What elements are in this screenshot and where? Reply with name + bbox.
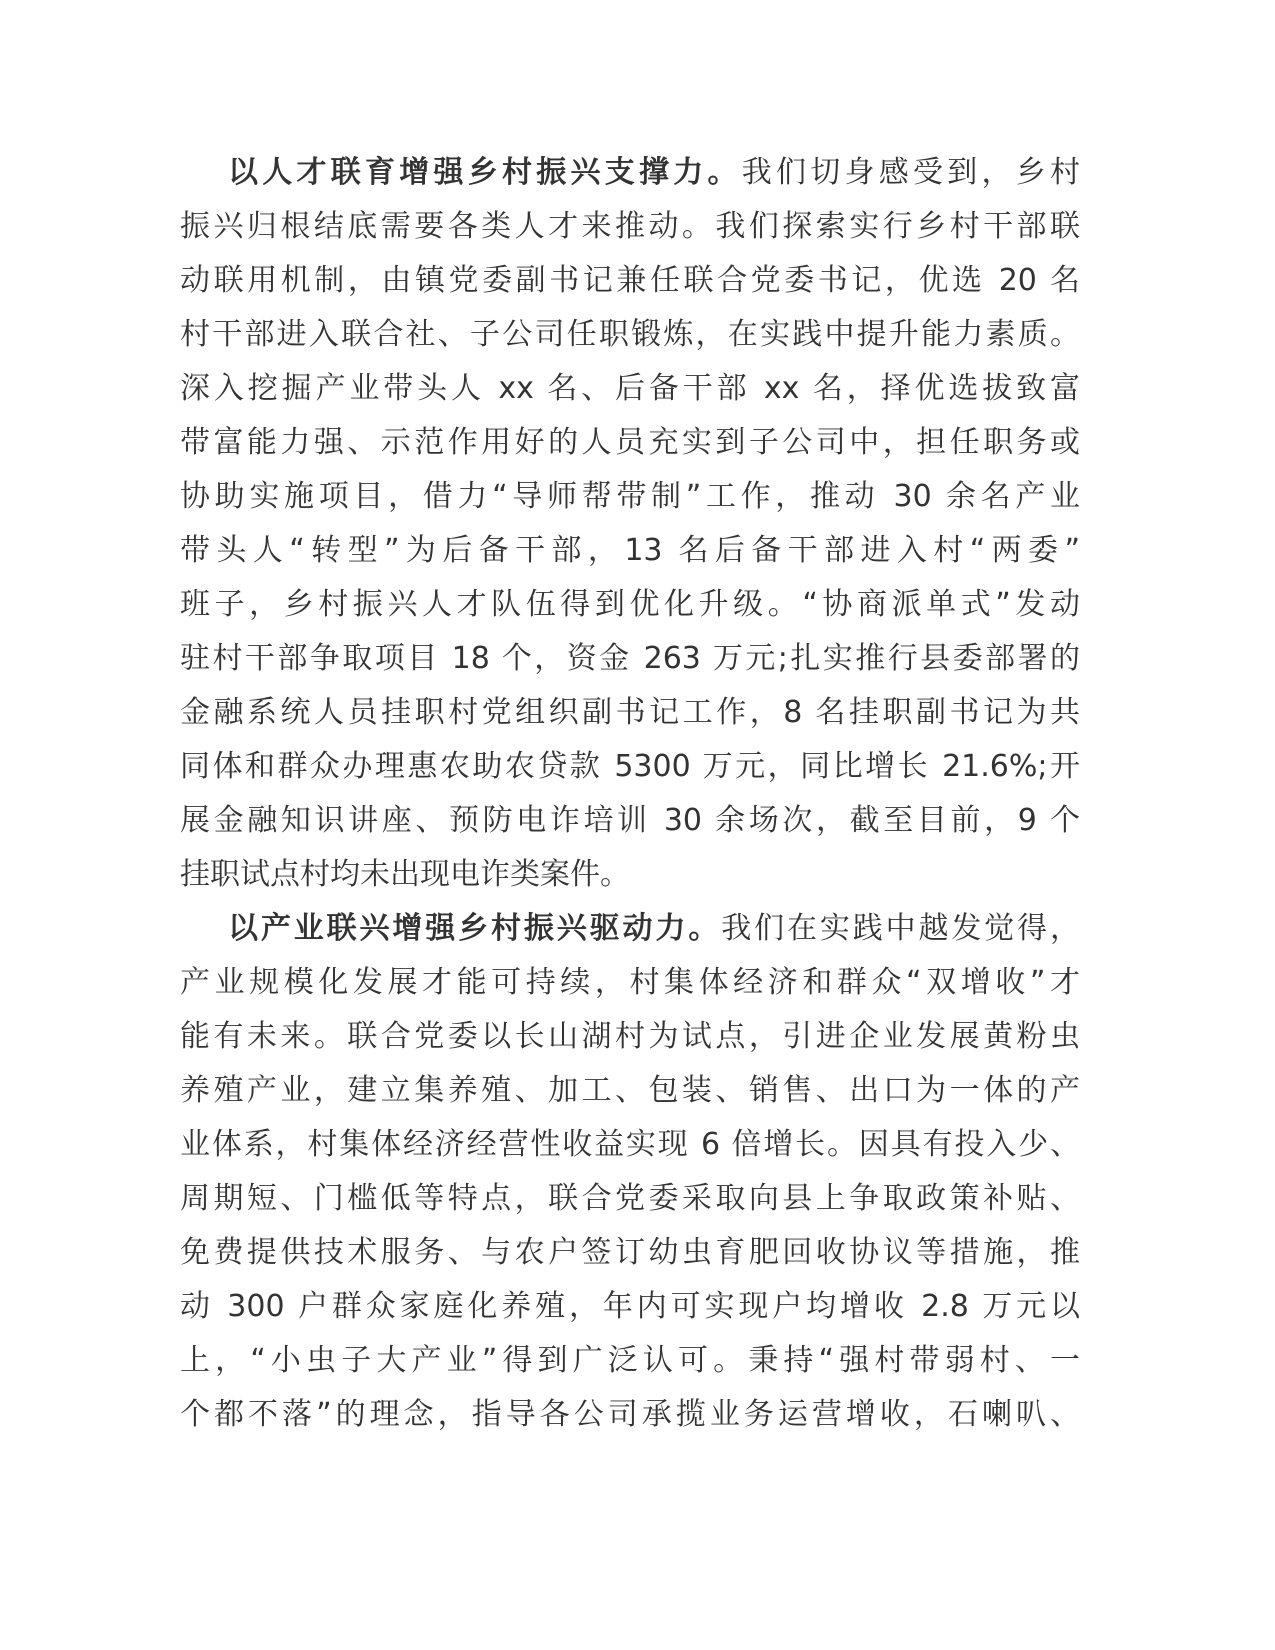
paragraph-1-lead: 以人才联育增强乡村振兴支撑力。	[228, 155, 742, 190]
paragraph-2-line: 产业规模化发展才能可持续，村集体经济和群众“双增收”才	[180, 965, 1080, 1000]
paragraph-1-line: 深入挖掘产业带头人 xx 名、后备干部 xx 名，择优选拔致富	[180, 371, 1080, 406]
paragraph-2-line: 养殖产业，建立集养殖、加工、包装、销售、出口为一体的产	[180, 1073, 1080, 1108]
paragraph-1-line-1	[180, 146, 1080, 200]
paragraph-1-line: 振兴归根结底需要各类人才来推动。我们探索实行乡村干部联	[180, 209, 1080, 244]
paragraph-1-line: 村干部进入联合社、子公司任职锻炼，在实践中提升能力素质。	[180, 317, 1080, 352]
paragraph-1-line: 金融系统人员挂职村党组织副书记工作，8 名挂职副书记为共	[180, 695, 1080, 730]
paragraph-2-line-1-text: 我们在实践中越发觉得，	[721, 911, 1081, 946]
paragraph-2-line: 动 300 户群众家庭化养殖，年内可实现户均增收 2.8 万元以	[180, 1289, 1080, 1324]
paragraph-2-line: 周期短、门槛低等特点，联合党委采取向县上争取政策补贴、	[180, 1181, 1080, 1216]
paragraph-1-line: 带富能力强、示范作用好的人员充实到子公司中，担任职务或	[180, 425, 1080, 460]
paragraph-1-line: 展金融知识讲座、预防电诈培训 30 余场次，截至目前，9 个	[180, 803, 1080, 838]
paragraph-1-line: 带头人“转型”为后备干部，13 名后备干部进入村“两委”	[180, 533, 1080, 568]
paragraph-1-line: 驻村干部争取项目 18 个，资金 263 万元;扎实推行县委部署的	[180, 641, 1080, 676]
paragraph-1-line: 挂职试点村均未出现电诈类案件。	[180, 857, 630, 892]
paragraph-2-line: 免费提供技术服务、与农户签订幼虫育肥回收协议等措施，推	[180, 1235, 1080, 1270]
paragraph-2-line: 上，“小虫子大产业”得到广泛认可。秉持“强村带弱村、一	[180, 1343, 1080, 1378]
paragraph-1-line: 班子，乡村振兴人才队伍得到优化升级。“协商派单式”发动	[180, 587, 1080, 622]
paragraph-1-line: 协助实施项目，借力“导师帮带制”工作，推动 30 余名产业	[180, 479, 1080, 514]
paragraph-2-lead: 以产业联兴增强乡村振兴驱动力。	[228, 911, 722, 946]
paragraph-1-line: 动联用机制，由镇党委副书记兼任联合党委书记，优选 20 名	[180, 263, 1080, 298]
paragraph-1-line-1-text: 我们切身感受到，乡村	[741, 155, 1080, 190]
paragraph-2-line: 业体系，村集体经济经营性收益实现 6 倍增长。因具有投入少、	[180, 1127, 1080, 1162]
paragraph-1-line: 同体和群众办理惠农助农贷款 5300 万元，同比增长 21.6%;开	[180, 749, 1080, 784]
paragraph-2-line: 个都不落”的理念，指导各公司承揽业务运营增收，石喇叭、	[180, 1397, 1080, 1432]
paragraph-2-line-1	[180, 902, 1080, 956]
document-body	[180, 146, 1080, 1442]
paragraph-2-line: 能有未来。联合党委以长山湖村为试点，引进企业发展黄粉虫	[180, 1019, 1080, 1054]
